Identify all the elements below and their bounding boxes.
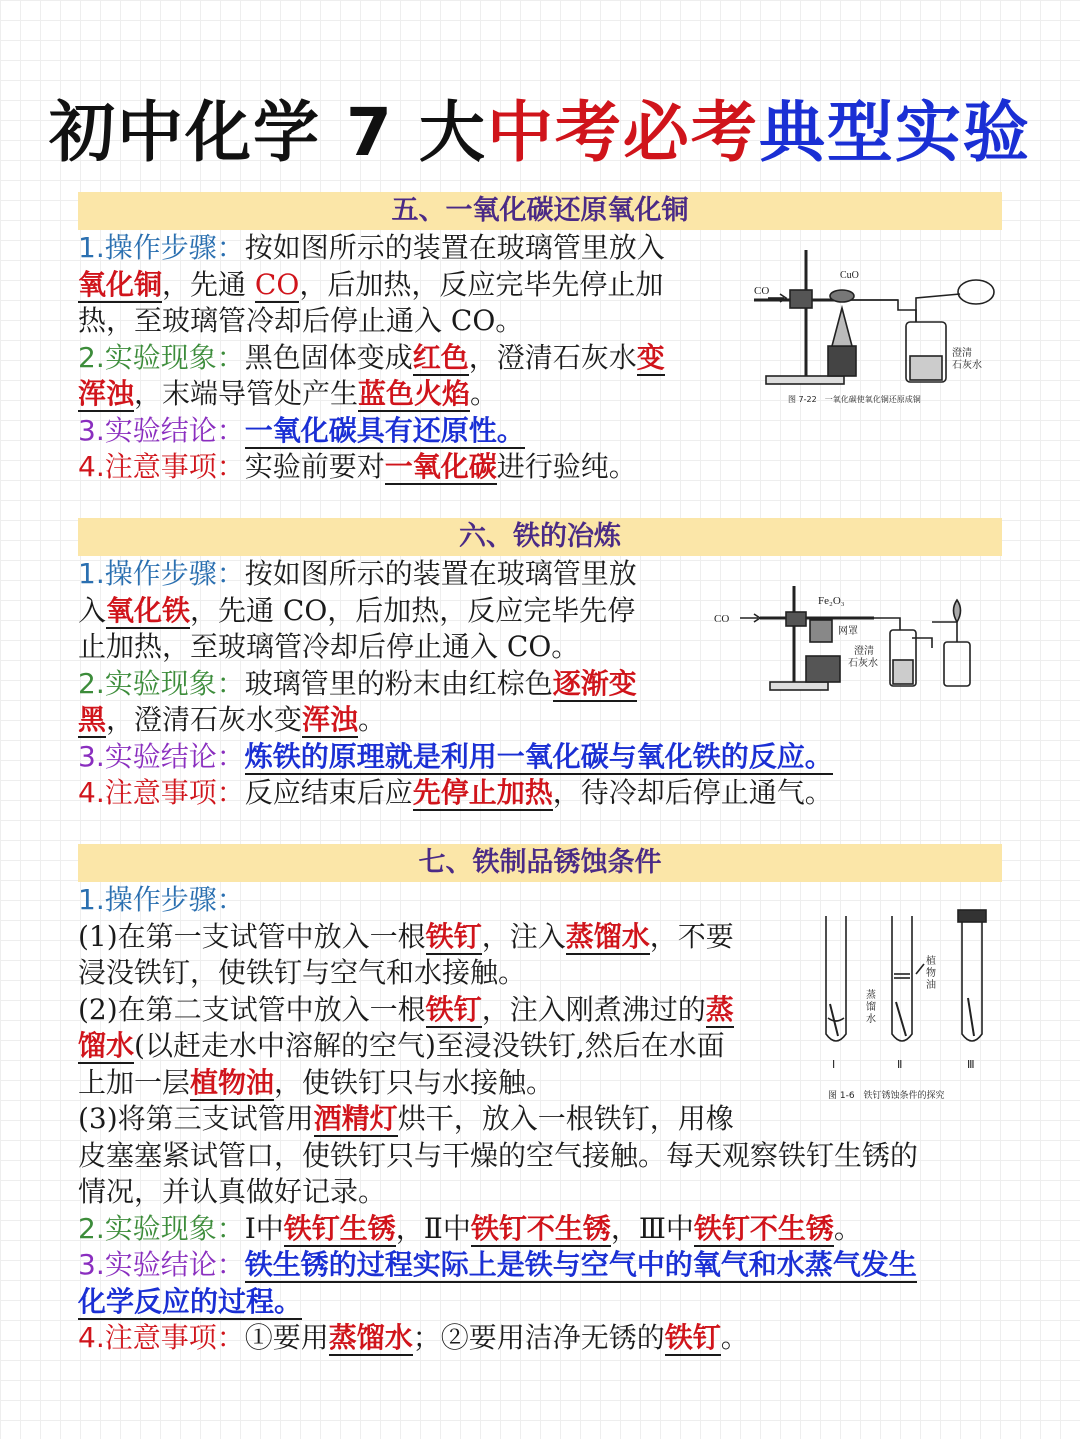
figure-caption: 图 1-6 铁钉锈蚀条件的探究 (828, 1091, 945, 1101)
apparatus-figure-co-cuo (748, 238, 1000, 410)
figure-label-cuo: CuO (840, 270, 859, 281)
note-line (78, 775, 1002, 812)
text-span: ，不要 (649, 919, 734, 953)
text-span: 热，至玻璃管冷却后停止通入 CO。 (78, 304, 524, 337)
page-title (0, 88, 1080, 178)
text-span: ，后加热，反应完毕先停止加 (299, 267, 664, 301)
conclusion-text: 化学反应的过程。 (78, 1284, 303, 1318)
phenomenon-line (78, 1211, 1002, 1248)
text-span: (3)将第三支试管用 (78, 1102, 314, 1135)
text-span: ，待冷却后停止通气。 (552, 776, 833, 809)
text-span: 黑色固体变成 (244, 340, 413, 374)
highlight-term: 黑 (78, 703, 107, 736)
text-span: ，Ⅲ中 (610, 1211, 694, 1245)
text-span: 按如图所示的装置在玻璃管里放 (244, 557, 637, 590)
highlight-term: 变 (636, 340, 665, 374)
text-span: ；②要用洁净无锈的 (412, 1321, 665, 1354)
section-heading: 五、一氧化碳还原氧化铜 (78, 192, 1002, 230)
phenomenon-label: 2.实验现象： (78, 1211, 245, 1245)
conclusion-line (78, 739, 1002, 776)
text-span: ，先通 (162, 267, 255, 301)
conclusion-label: 3.实验结论： (78, 413, 245, 447)
text-span: 。 (358, 703, 387, 736)
title-part-black: 初中化学 7 大 (49, 94, 487, 171)
text-span: 烘干，放入一根铁钉，用橡 (397, 1102, 734, 1135)
phenomenon-line (78, 702, 1002, 739)
step-label: 1.操作步骤： (78, 231, 245, 264)
text-span: 浸没铁钉，使铁钉与空气和水接触。 (78, 956, 527, 989)
highlight-term: 蒸馏水 (328, 1321, 413, 1354)
figure-label-water: 水 (866, 1014, 876, 1025)
highlight-term: 铁钉 (425, 992, 482, 1026)
note-label: 4.注意事项： (78, 1321, 245, 1354)
highlight-term: 铁钉生锈 (283, 1211, 396, 1245)
title-part-blue: 典型实验 (758, 94, 1031, 171)
text-span: 反应结束后应 (244, 776, 413, 809)
highlight-term: 浑浊 (78, 377, 135, 410)
step-text: 按如图所示的装置在玻璃管里放入 (244, 231, 665, 264)
conclusion-text: 铁生锈的过程实际上是铁与空气中的氧气和水蒸气发生 (244, 1248, 917, 1281)
highlight-term: 浑浊 (302, 703, 359, 736)
text-span: 进行验纯。 (496, 450, 637, 483)
text-span: ，注入 (481, 919, 566, 953)
note-label: 4.注意事项： (78, 450, 245, 483)
step-line (78, 1138, 1002, 1175)
figure-label-water: 澄清 (952, 348, 972, 359)
note-label: 4.注意事项： (78, 776, 245, 809)
apparatus-figure-iron-smelting (714, 582, 1004, 700)
conclusion-text: 一氧化碳具有还原性。 (244, 413, 525, 447)
step-label: 1.操作步骤： (78, 557, 245, 590)
conclusion-text: 炼铁的原理就是利用一氧化碳与氧化铁的反应。 (244, 739, 833, 773)
text-span: ，使铁钉只与水接触。 (274, 1065, 555, 1099)
highlight-term: 铁钉 (664, 1321, 721, 1354)
conclusion-label: 3.实验结论： (78, 1248, 245, 1281)
text-span: 入 (78, 593, 107, 627)
step-label: 1.操作步骤： (78, 883, 245, 916)
figure-label-oil: 物 (926, 968, 936, 979)
figure-label-mesh: 网罩 (838, 626, 858, 637)
highlight-term: 铁钉 (425, 919, 482, 953)
text-span: ，Ⅱ中 (395, 1211, 471, 1245)
highlight-term: 先停止加热 (412, 776, 553, 809)
highlight-term: 一氧化碳 (384, 450, 497, 483)
highlight-term: 蓝色火焰 (358, 377, 471, 410)
figure-label-water: 馏 (866, 1002, 876, 1013)
highlight-term: 蒸 (705, 992, 734, 1026)
figure-label-oil: 植 (926, 956, 936, 967)
text-span: 上加一层 (78, 1065, 191, 1099)
text-span: 情况，并认真做好记录。 (78, 1175, 387, 1208)
figure-label-water: 石灰水 (848, 658, 878, 669)
note-line (78, 1320, 1002, 1357)
conclusion-line (78, 1284, 1002, 1321)
text-span: ①要用 (244, 1321, 329, 1354)
text-span: 玻璃管里的粉末由红棕色 (244, 666, 553, 700)
highlight-term: CO (254, 267, 300, 301)
figure-label-co: CO (754, 285, 770, 297)
title-part-red: 中考必考 (486, 94, 759, 171)
figure-label-fe2o3: Fe₂O₃ (818, 595, 845, 607)
highlight-term: 植物油 (190, 1065, 275, 1099)
text-span: 实验前要对 (244, 450, 385, 483)
figure-caption: 图 7-22 一氧化碳使氧化铜还原成铜 (788, 395, 921, 404)
text-span: ，末端导管处产生 (134, 377, 359, 410)
highlight-term: 逐渐变 (552, 666, 637, 700)
text-span: 止加热，至玻璃管冷却后停止通入 CO。 (78, 630, 580, 663)
tube-label-3: Ⅲ (967, 1059, 975, 1071)
highlight-term: 铁钉不生锈 (470, 1211, 611, 1245)
section-heading: 七、铁制品锈蚀条件 (78, 844, 1002, 882)
text-span: ，澄清石灰水 (468, 340, 637, 374)
conclusion-line (78, 1247, 1002, 1284)
highlight-term: 酒精灯 (313, 1102, 398, 1135)
test-tubes-figure (812, 906, 1002, 1106)
step-line (78, 1174, 1002, 1211)
text-span: 皮塞塞紧试管口，使铁钉只与干燥的空气接触。每天观察铁钉生锈的 (78, 1138, 919, 1172)
text-span: 。 (833, 1211, 862, 1245)
conclusion-line (78, 413, 1002, 450)
highlight-term: 氧化铁 (106, 593, 191, 627)
phenomenon-label: 2.实验现象： (78, 340, 245, 374)
text-span: ，先通 CO，后加热，反应完毕先停 (190, 593, 636, 627)
conclusion-label: 3.实验结论： (78, 739, 245, 773)
text-span: ，注入刚煮沸过的 (481, 992, 706, 1026)
highlight-term: 氧化铜 (78, 267, 163, 301)
highlight-term: 红色 (412, 340, 469, 374)
section-heading: 六、铁的冶炼 (78, 518, 1002, 556)
highlight-term: 铁钉不生锈 (693, 1211, 834, 1245)
figure-label-oil: 油 (926, 980, 936, 991)
note-line (78, 449, 1002, 486)
highlight-term: 蒸馏水 (565, 919, 650, 953)
tube-label-1: Ⅰ (832, 1059, 836, 1071)
text-span: 。 (720, 1321, 749, 1354)
text-span: (以赶走水中溶解的空气)至浸没铁钉,然后在水面 (134, 1029, 725, 1062)
figure-label-water: 澄清 (854, 646, 874, 657)
figure-label-co: CO (714, 613, 730, 625)
figure-label-water: 蒸 (866, 990, 876, 1001)
highlight-term: 馏水 (78, 1029, 135, 1062)
text-span: (2)在第二支试管中放入一根 (78, 992, 426, 1026)
text-span: ，澄清石灰水变 (106, 703, 303, 736)
text-span: Ⅰ中 (244, 1211, 284, 1245)
text-span: (1)在第一支试管中放入一根 (78, 919, 426, 953)
tube-label-2: Ⅱ (897, 1059, 903, 1071)
phenomenon-label: 2.实验现象： (78, 666, 245, 700)
text-span: 。 (470, 377, 499, 410)
figure-label-water: 石灰水 (952, 360, 982, 371)
step-line (78, 1101, 1002, 1138)
